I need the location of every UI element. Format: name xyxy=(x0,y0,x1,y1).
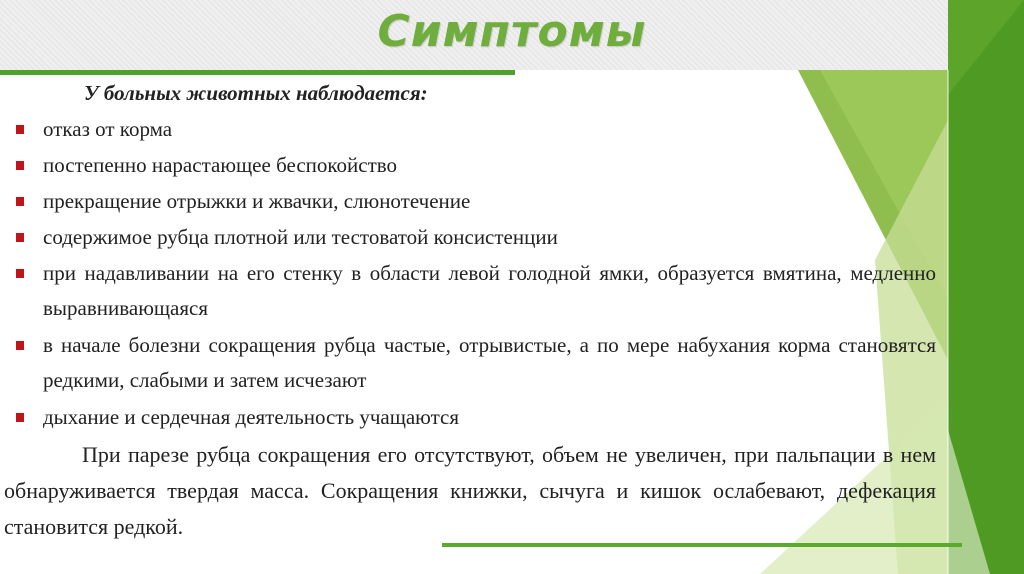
bullet-item xyxy=(16,256,936,326)
bullet-item xyxy=(16,328,936,398)
bottom-accent-line xyxy=(442,543,962,547)
bullet-text: отказ от корма xyxy=(43,117,173,141)
bullet-text: содержимое рубца плотной или тестоватой консистенции xyxy=(43,225,558,249)
bullet-text: прекращение отрыжки и жвачки, слюнотечение xyxy=(43,189,471,213)
bullet-square-icon xyxy=(16,197,24,206)
bullet-text: при надавливании на его стенку в области левой голодной ямки, образуется вмятина, медленно выравнивающаяся xyxy=(43,261,936,320)
bullet-square-icon xyxy=(16,125,24,134)
bullet-item xyxy=(16,220,936,255)
bullet-item xyxy=(16,184,936,219)
bullet-item xyxy=(16,112,936,147)
slide-title: Симптомы xyxy=(377,6,647,57)
intro-heading: У больных животных наблюдается: xyxy=(84,81,428,105)
bullet-text: в начале болезни сокращения рубца частые, отрывистые, а по мере набухания корма становятся редкими, слабыми и затем исчезают xyxy=(43,333,936,392)
bullet-square-icon xyxy=(16,413,24,422)
bullet-text: дыхание и сердечная деятельность учащаются xyxy=(43,405,460,429)
body-paragraph: При парезе рубца сокращения его отсутствуют, объем не увеличен, при пальпации в нем обнаруживается твердая масса. Сокращения книжки, сычуга и кишок ослабевают, дефекация становится редкой. xyxy=(4,442,936,539)
bullet-item xyxy=(16,400,936,435)
bullet-square-icon xyxy=(16,341,24,350)
bullet-item xyxy=(16,148,936,183)
bullet-square-icon xyxy=(16,269,24,278)
bullet-square-icon xyxy=(16,233,24,242)
bullet-text: постепенно нарастающее беспокойство xyxy=(43,153,398,177)
bullet-square-icon xyxy=(16,161,24,170)
